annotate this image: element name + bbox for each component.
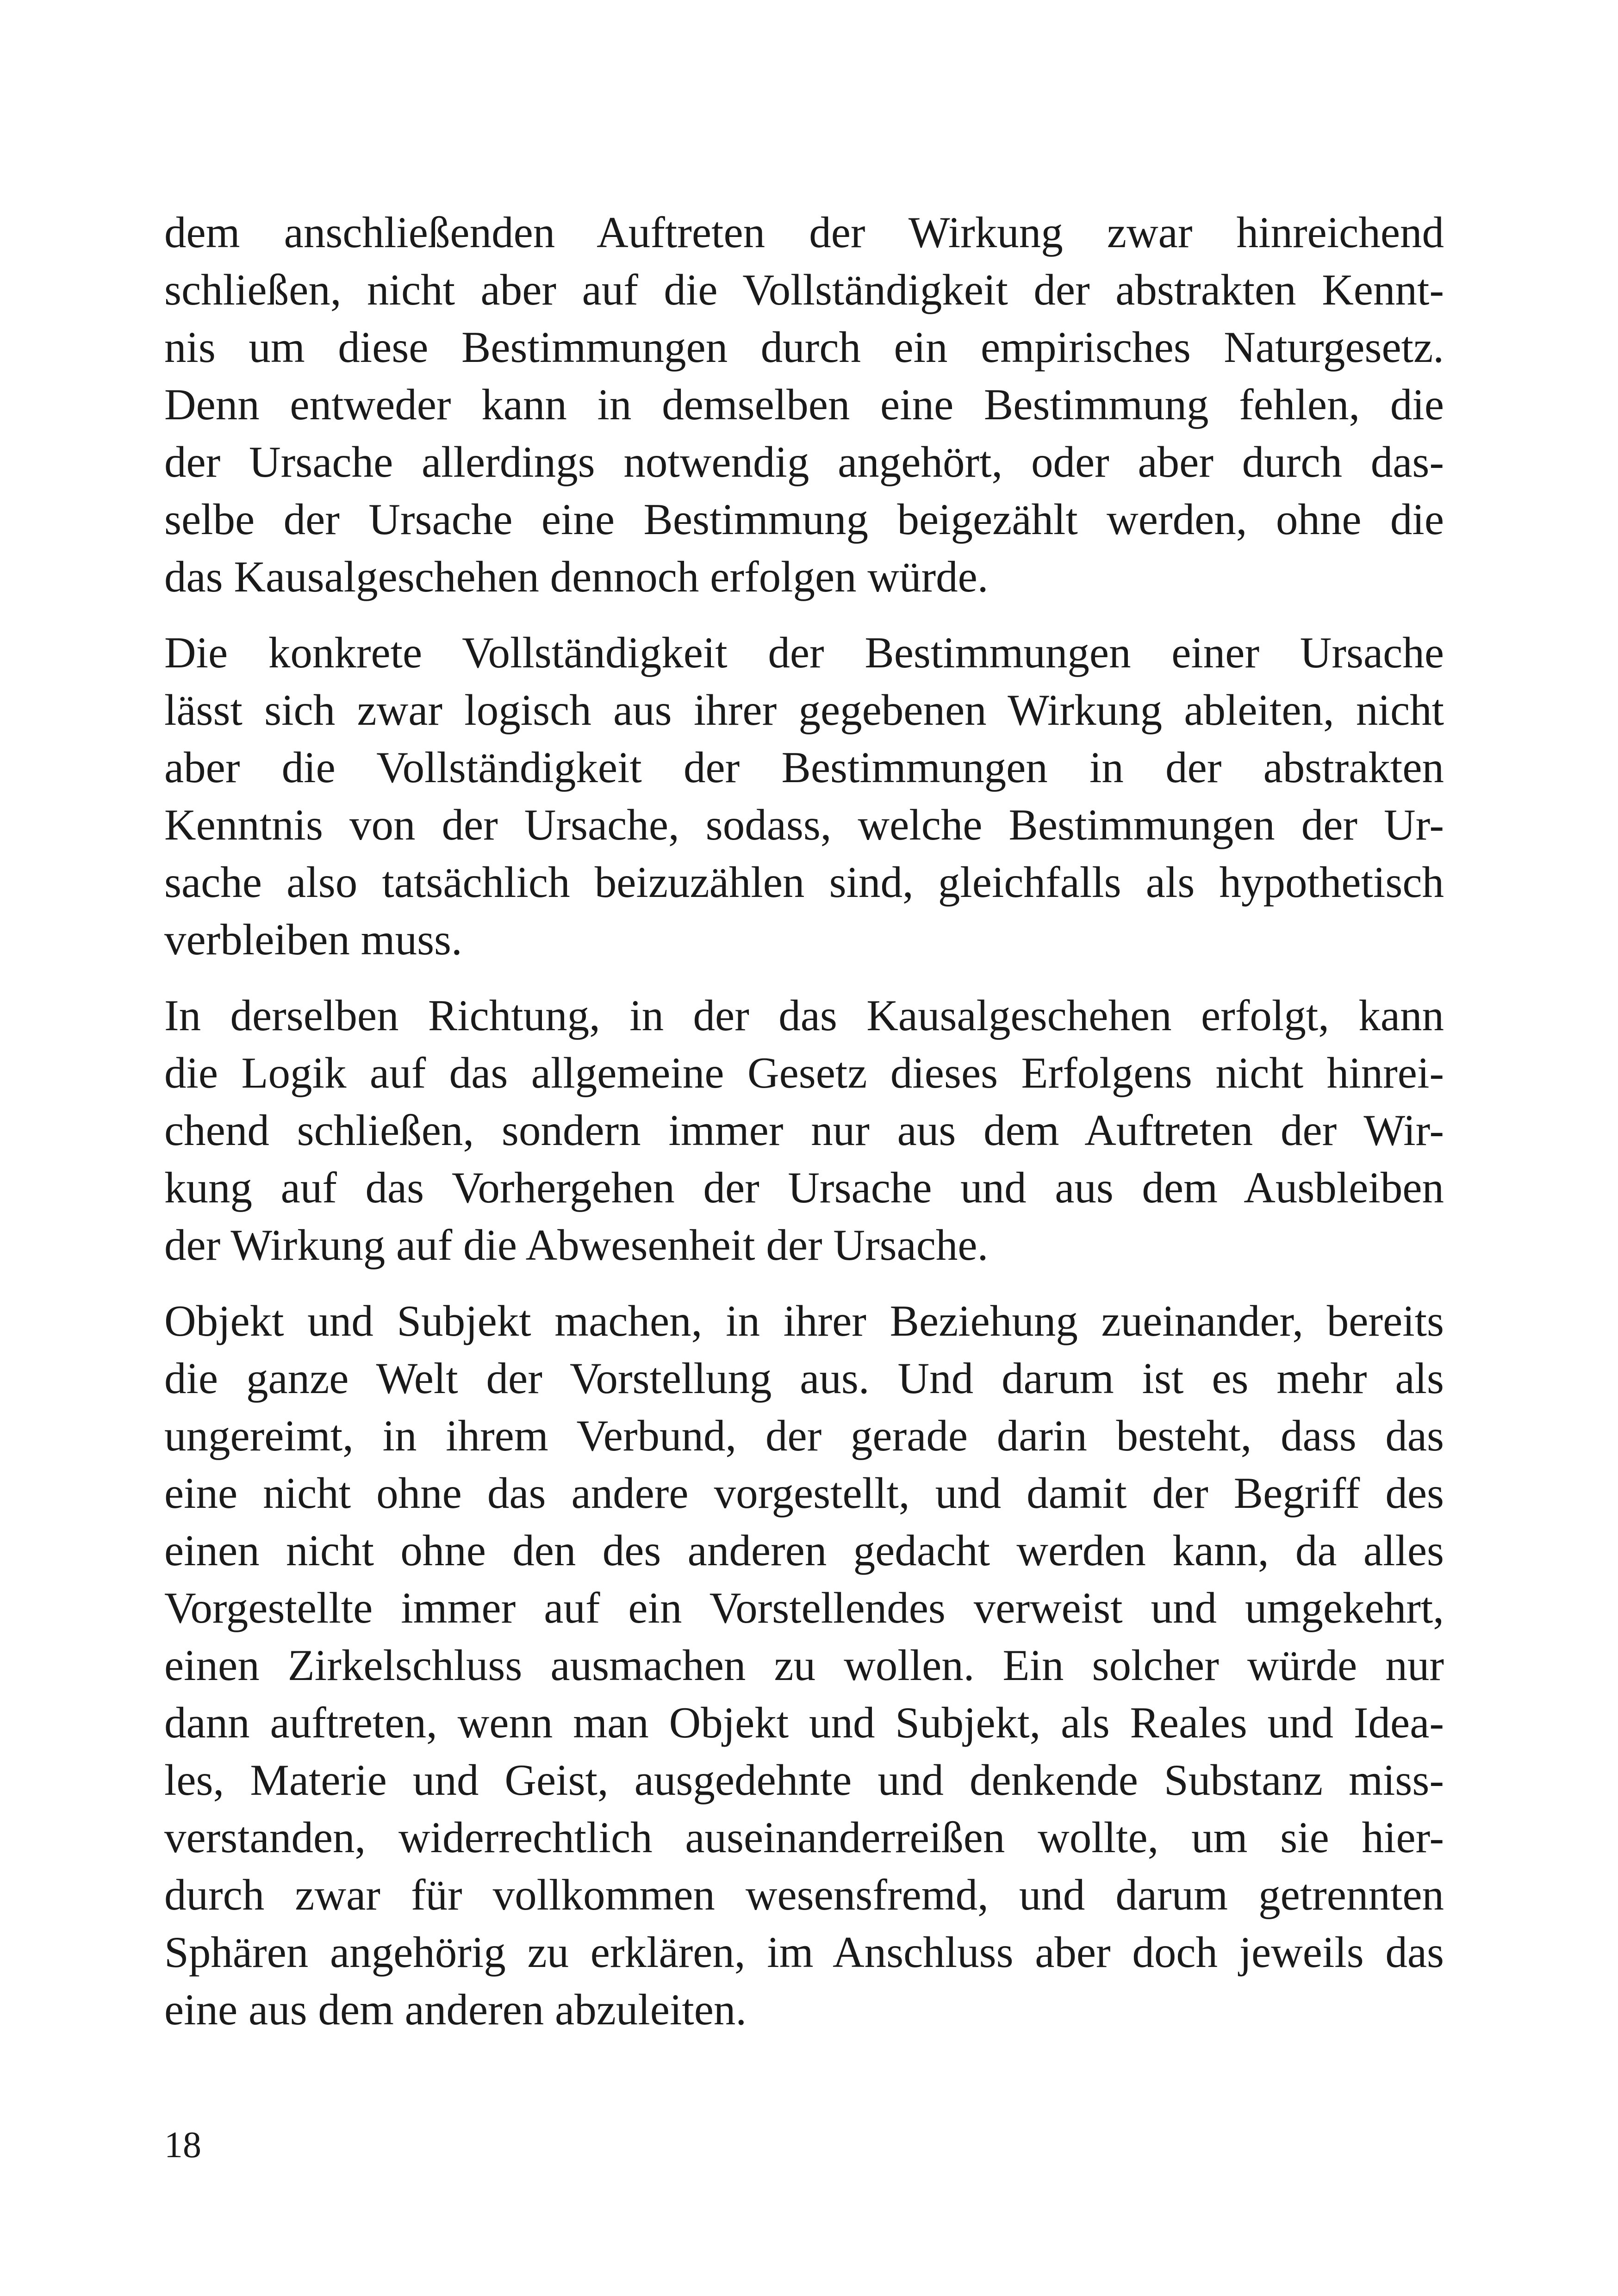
text-line: Kenntnis von der Ursache, sodass, welche Bestimmungen der Ur- bbox=[164, 800, 1444, 849]
text-line: dann auftreten, wenn man Objekt und Subjekt, als Reales und Idea- bbox=[164, 1698, 1444, 1747]
paragraph-gap bbox=[164, 968, 1444, 987]
paragraph bbox=[164, 204, 1444, 605]
text-line: der Wirkung auf die Abwesenheit der Ursache. bbox=[164, 1220, 989, 1269]
paragraph-gap bbox=[164, 605, 1444, 624]
body-text bbox=[164, 204, 1444, 2038]
text-line: dem anschließenden Auftreten der Wirkung zwar hinreichend bbox=[164, 208, 1444, 257]
text-line: durch zwar für vollkommen wesensfremd, und darum getrennten bbox=[164, 1870, 1444, 1919]
text-line: schließen, nicht aber auf die Vollständigkeit der abstrakten Kennt- bbox=[164, 265, 1444, 314]
page-number: 18 bbox=[164, 2125, 201, 2165]
text-line: das Kausalgeschehen dennoch erfolgen würde. bbox=[164, 552, 989, 601]
text-line: les, Materie und Geist, ausgedehnte und denkende Substanz miss- bbox=[164, 1755, 1444, 1804]
text-line: selbe der Ursache eine Bestimmung beigezählt werden, ohne die bbox=[164, 495, 1444, 544]
text-line: sache also tatsächlich beizuzählen sind, gleichfalls als hypothetisch bbox=[164, 858, 1444, 907]
paragraph bbox=[164, 987, 1444, 1274]
text-line: Denn entweder kann in demselben eine Bestimmung fehlen, die bbox=[164, 380, 1444, 429]
text-line: ungereimt, in ihrem Verbund, der gerade darin besteht, dass das bbox=[164, 1411, 1444, 1460]
text-line: Die konkrete Vollständigkeit der Bestimmungen einer Ursache bbox=[164, 628, 1444, 677]
text-line: eine aus dem anderen abzuleiten. bbox=[164, 1985, 747, 2034]
text-line: eine nicht ohne das andere vorgestellt, und damit der Begriff des bbox=[164, 1468, 1444, 1518]
text-line: Objekt und Subjekt machen, in ihrer Beziehung zueinander, bereits bbox=[164, 1296, 1444, 1345]
text-line: lässt sich zwar logisch aus ihrer gegebenen Wirkung ableiten, nicht bbox=[164, 685, 1444, 734]
text-line: die Logik auf das allgemeine Gesetz dieses Erfolgens nicht hinrei- bbox=[164, 1048, 1444, 1097]
text-line: verstanden, widerrechtlich auseinanderreißen wollte, um sie hier- bbox=[164, 1813, 1444, 1862]
paragraph-gap bbox=[164, 1274, 1444, 1292]
text-line: Vorgestellte immer auf ein Vorstellendes verweist und umgekehrt, bbox=[164, 1583, 1444, 1632]
text-line: einen nicht ohne den des anderen gedacht werden kann, da alles bbox=[164, 1526, 1444, 1575]
text-line: die ganze Welt der Vorstellung aus. Und darum ist es mehr als bbox=[164, 1354, 1444, 1403]
text-line: nis um diese Bestimmungen durch ein empirisches Naturgesetz. bbox=[164, 323, 1444, 372]
text-line: der Ursache allerdings notwendig angehört, oder aber durch das- bbox=[164, 437, 1444, 486]
text-line: verbleiben muss. bbox=[164, 915, 462, 964]
text-line: aber die Vollständigkeit der Bestimmungen in der abstrakten bbox=[164, 743, 1444, 792]
text-line: In derselben Richtung, in der das Kausalgeschehen erfolgt, kann bbox=[164, 991, 1444, 1040]
text-line: kung auf das Vorhergehen der Ursache und aus dem Ausbleiben bbox=[164, 1163, 1444, 1212]
paragraph bbox=[164, 1292, 1444, 2038]
text-line: chend schließen, sondern immer nur aus dem Auftreten der Wir- bbox=[164, 1106, 1444, 1155]
text-line: Sphären angehörig zu erklären, im Anschluss aber doch jeweils das bbox=[164, 1928, 1444, 1977]
paragraph bbox=[164, 624, 1444, 968]
text-line: einen Zirkelschluss ausmachen zu wollen. Ein solcher würde nur bbox=[164, 1641, 1444, 1690]
